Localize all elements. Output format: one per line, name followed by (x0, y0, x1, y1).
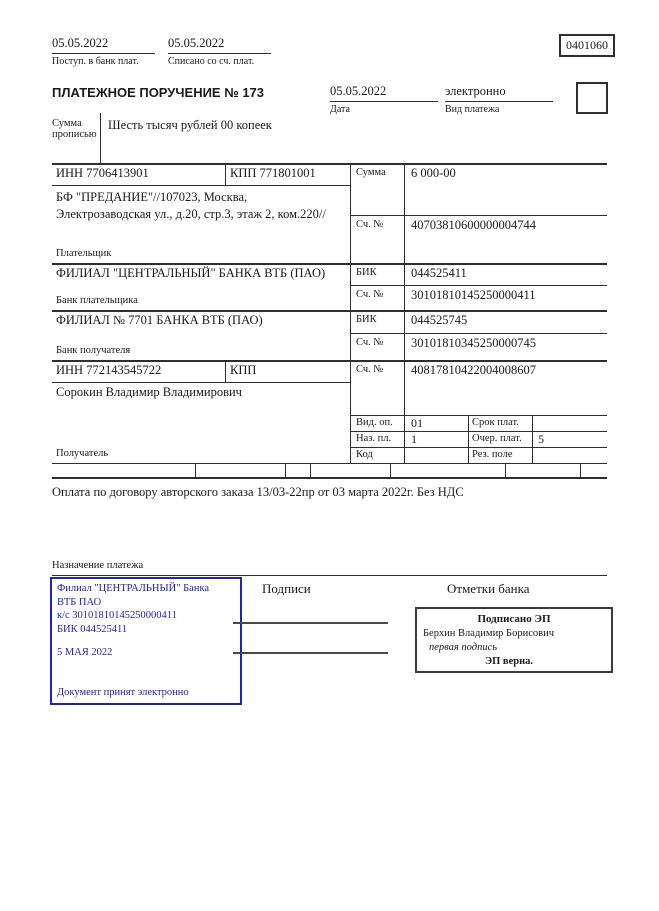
divider (100, 113, 101, 163)
pay-purpose-value: 1 (411, 432, 417, 446)
payment-type-field (445, 84, 553, 115)
date-label: Дата (330, 104, 350, 115)
date-value: 05.05.2022 (330, 84, 438, 102)
debited-date-label: Списано со сч. плат. (168, 56, 255, 67)
payment-type-label: Вид платежа (445, 104, 500, 115)
payer-account: 40703810600000004744 (411, 218, 536, 232)
divider (52, 382, 350, 383)
received-date: 05.05.2022 (52, 36, 155, 54)
beneficiary-inn: ИНН 772143545722 (56, 363, 162, 377)
divider (195, 463, 196, 478)
signature-line (233, 652, 388, 654)
priority-label: Очер. плат. (472, 433, 522, 444)
reserve-label: Рез. поле (472, 449, 513, 460)
beneficiary-bank-bik: 044525745 (411, 313, 468, 327)
divider (468, 415, 469, 464)
beneficiary-bank-account-label: Сч. № (356, 337, 384, 348)
signed-verified: ЭП верна. (485, 656, 534, 668)
divider (285, 463, 286, 478)
divider (52, 310, 607, 312)
op-type-label: Вид. оп. (356, 417, 393, 428)
divider (350, 163, 351, 464)
status-checkbox (576, 82, 608, 114)
payment-type-value: электронно (445, 84, 553, 102)
divider (52, 477, 607, 479)
divider (505, 463, 506, 478)
divider (52, 360, 607, 362)
divider (52, 575, 607, 576)
beneficiary-name: Сорокин Владимир Владимирович (56, 385, 242, 399)
divider (310, 463, 311, 478)
beneficiary-account: 40817810422004008607 (411, 363, 536, 377)
payer-kpp: КПП 771801001 (230, 166, 316, 180)
divider (350, 215, 607, 216)
divider (225, 163, 226, 185)
payer-bank-account-label: Сч. № (356, 289, 384, 300)
term-label: Срок плат. (472, 417, 519, 428)
payer-bank-bik-label: БИК (356, 267, 377, 278)
stamp-corr-account: к/с 30101810145250000411 (57, 610, 177, 622)
divider (52, 263, 607, 265)
divider (580, 463, 581, 478)
pay-purpose-label: Наз. пл. (356, 433, 392, 444)
beneficiary-label: Получатель (56, 448, 109, 459)
op-type-value: 01 (411, 416, 423, 430)
divider (350, 415, 607, 416)
bank-acceptance-stamp (50, 577, 242, 705)
received-date-field (52, 36, 155, 67)
divider (52, 463, 607, 464)
payer-label: Плательщик (56, 248, 112, 259)
debited-date-field (168, 36, 271, 67)
form-code-box: 0401060 (559, 34, 615, 57)
stamp-bik: БИК 044525411 (57, 623, 128, 635)
purpose-text: Оплата по договору авторского заказа 13/03-22пр от 03 марта 2022г. Без НДС (52, 485, 464, 499)
bank-marks-label: Отметки банка (447, 581, 530, 596)
date-field (330, 84, 438, 115)
sum-value: 6 000-00 (411, 166, 456, 180)
divider (390, 463, 391, 478)
beneficiary-bank-name: ФИЛИАЛ № 7701 БАНКА ВТБ (ПАО) (56, 313, 263, 327)
stamp-note: Документ принят электронно (57, 687, 189, 699)
purpose-label: Назначение платежа (52, 560, 144, 571)
divider (532, 415, 533, 464)
payer-name: БФ "ПРЕДАНИЕ"//107023, Москва, Электрозаводская ул., д.20, стр.3, этаж 2, ком.220// (56, 190, 326, 221)
payer-bank-account: 30101810145250000411 (411, 288, 536, 302)
debited-date: 05.05.2022 (168, 36, 271, 54)
divider (404, 163, 405, 464)
stamp-bank-line1: Филиал "ЦЕНТРАЛЬНЫЙ" Банка (57, 583, 210, 594)
sum-label: Сумма (356, 167, 386, 178)
code-label: Код (356, 449, 373, 460)
signature-line (233, 622, 388, 624)
divider (350, 447, 607, 448)
divider (350, 285, 607, 286)
payer-bank-bik: 044525411 (411, 266, 467, 280)
divider (52, 163, 607, 165)
divider (225, 360, 226, 382)
document-title: ПЛАТЕЖНОЕ ПОРУЧЕНИЕ № 173 (52, 85, 265, 100)
payer-inn: ИНН 7706413901 (56, 166, 149, 180)
payer-bank-label: Банк плательщика (56, 295, 138, 306)
priority-value: 5 (538, 432, 544, 446)
divider (52, 185, 350, 186)
beneficiary-bank-bik-label: БИК (356, 314, 377, 325)
beneficiary-bank-account: 30101810345250000745 (411, 336, 536, 350)
beneficiary-account-label: Сч. № (356, 364, 384, 375)
signed-title: Подписано ЭП (477, 613, 551, 625)
beneficiary-bank-label: Банк получателя (56, 345, 131, 356)
payer-bank-name: ФИЛИАЛ "ЦЕНТРАЛЬНЫЙ" БАНКА ВТБ (ПАО) (56, 266, 326, 280)
payer-account-label: Сч. № (356, 219, 384, 230)
divider (350, 333, 607, 334)
stamp-bank-line2: ВТБ ПАО (57, 596, 102, 608)
amount-words-value: Шесть тысяч рублей 00 копеек (108, 118, 272, 132)
stamp-date: 5 МАЯ 2022 (57, 646, 113, 658)
amount-words-label: Сумма прописью (52, 118, 97, 140)
received-date-label: Поступ. в банк плат. (52, 56, 139, 67)
signatures-label: Подписи (262, 581, 311, 596)
signed-sub: первая подпись (429, 642, 498, 654)
beneficiary-kpp-label: КПП (230, 363, 257, 377)
divider (350, 431, 607, 432)
signed-name: Берхин Владимир Борисович (423, 627, 554, 639)
e-signature-box (415, 607, 613, 673)
